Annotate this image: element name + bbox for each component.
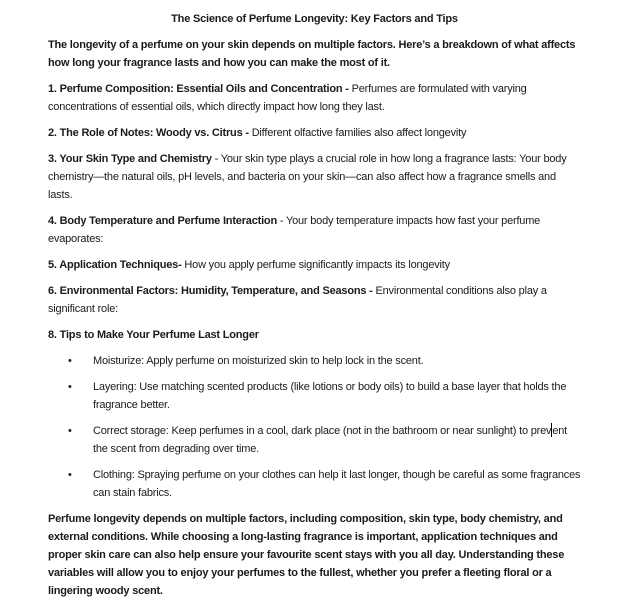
bullet-text-3-after-caret: ent the scent from degrading over time. [93, 425, 568, 455]
section-body-4: - Your body temperature impacts how fast your perfume evaporates: [48, 215, 541, 245]
conclusion-paragraph: Perfume longevity depends on multiple factors, including composition, skin type, body chemistry, and external conditions. While choosing a long-lasting fragrance is important, application techniques and proper skin care can also help ensure your favourite scent stays with you all day. Understanding these variables will allow you to enjoy your perfumes to the fullest, whether you prefer a fleeting floral or a lingering woody scent. [48, 513, 565, 597]
bullet-icon: • [68, 355, 72, 367]
bullet-text-4: Clothing: Spraying perfume on your clothes can help it last longer, though be careful as some fragrances can stain fabrics. [93, 469, 581, 499]
section-body-6: Environmental conditions also play a significant role: [48, 285, 547, 315]
section-heading-4: 4. Body Temperature and Perfume Interaction [48, 215, 277, 227]
section-paragraph-4 [48, 212, 581, 248]
document-title: The Science of Perfume Longevity: Key Factors and Tips [171, 13, 458, 25]
section-body-2: Different olfactive families also affect longevity [251, 127, 467, 139]
section-heading-5: 5. Application Techniques- [48, 259, 182, 271]
bullet-item-3 [48, 422, 581, 458]
bullet-item-2 [48, 378, 581, 414]
bullet-text-2: Layering: Use matching scented products (like lotions or body oils) to build a base layer that holds the fragrance better. [93, 381, 567, 411]
intro-paragraph: The longevity of a perfume on your skin depends on multiple factors. Here’s a breakdown of what affects how long your fragrance lasts and how you can make the most of it. [48, 39, 576, 69]
bullet-item-1 [48, 352, 581, 370]
bullet-icon: • [68, 425, 72, 437]
section-paragraph-6 [48, 282, 581, 318]
section-paragraph-2 [48, 124, 581, 142]
section-body-1: Perfumes are formulated with varying concentrations of essential oils, which directly impact how long they last. [48, 83, 527, 113]
section-heading-2: 2. The Role of Notes: Woody vs. Citrus - [48, 127, 249, 139]
section-paragraph-1 [48, 80, 581, 116]
bullet-text-3 [93, 422, 581, 458]
bullet-icon: • [68, 469, 72, 481]
section-heading-1: 1. Perfume Composition: Essential Oils and Concentration - [48, 83, 349, 95]
section-body-3: - Your skin type plays a crucial role in how long a fragrance lasts: Your body chemistry—the natural oils, pH levels, and bacteria on your skin—can also affect how a fragrance smells and lasts. [48, 153, 567, 201]
bullet-text-1: Moisturize: Apply perfume on moisturized skin to help lock in the scent. [93, 355, 424, 367]
bullet-item-4 [48, 466, 581, 502]
tips-heading: 8. Tips to Make Your Perfume Last Longer [48, 329, 259, 341]
section-paragraph-3 [48, 150, 581, 204]
section-heading-3: 3. Your Skin Type and Chemistry [48, 153, 212, 165]
section-body-5: How you apply perfume significantly impacts its longevity [184, 259, 450, 271]
bullet-text-3-before-caret: Correct storage: Keep perfumes in a cool, dark place (not in the bathroom or near sunlight) to prev [93, 425, 552, 437]
bullet-list [48, 352, 581, 502]
bullet-icon: • [68, 381, 72, 393]
section-heading-6: 6. Environmental Factors: Humidity, Temperature, and Seasons - [48, 285, 373, 297]
section-paragraph-5 [48, 256, 581, 274]
